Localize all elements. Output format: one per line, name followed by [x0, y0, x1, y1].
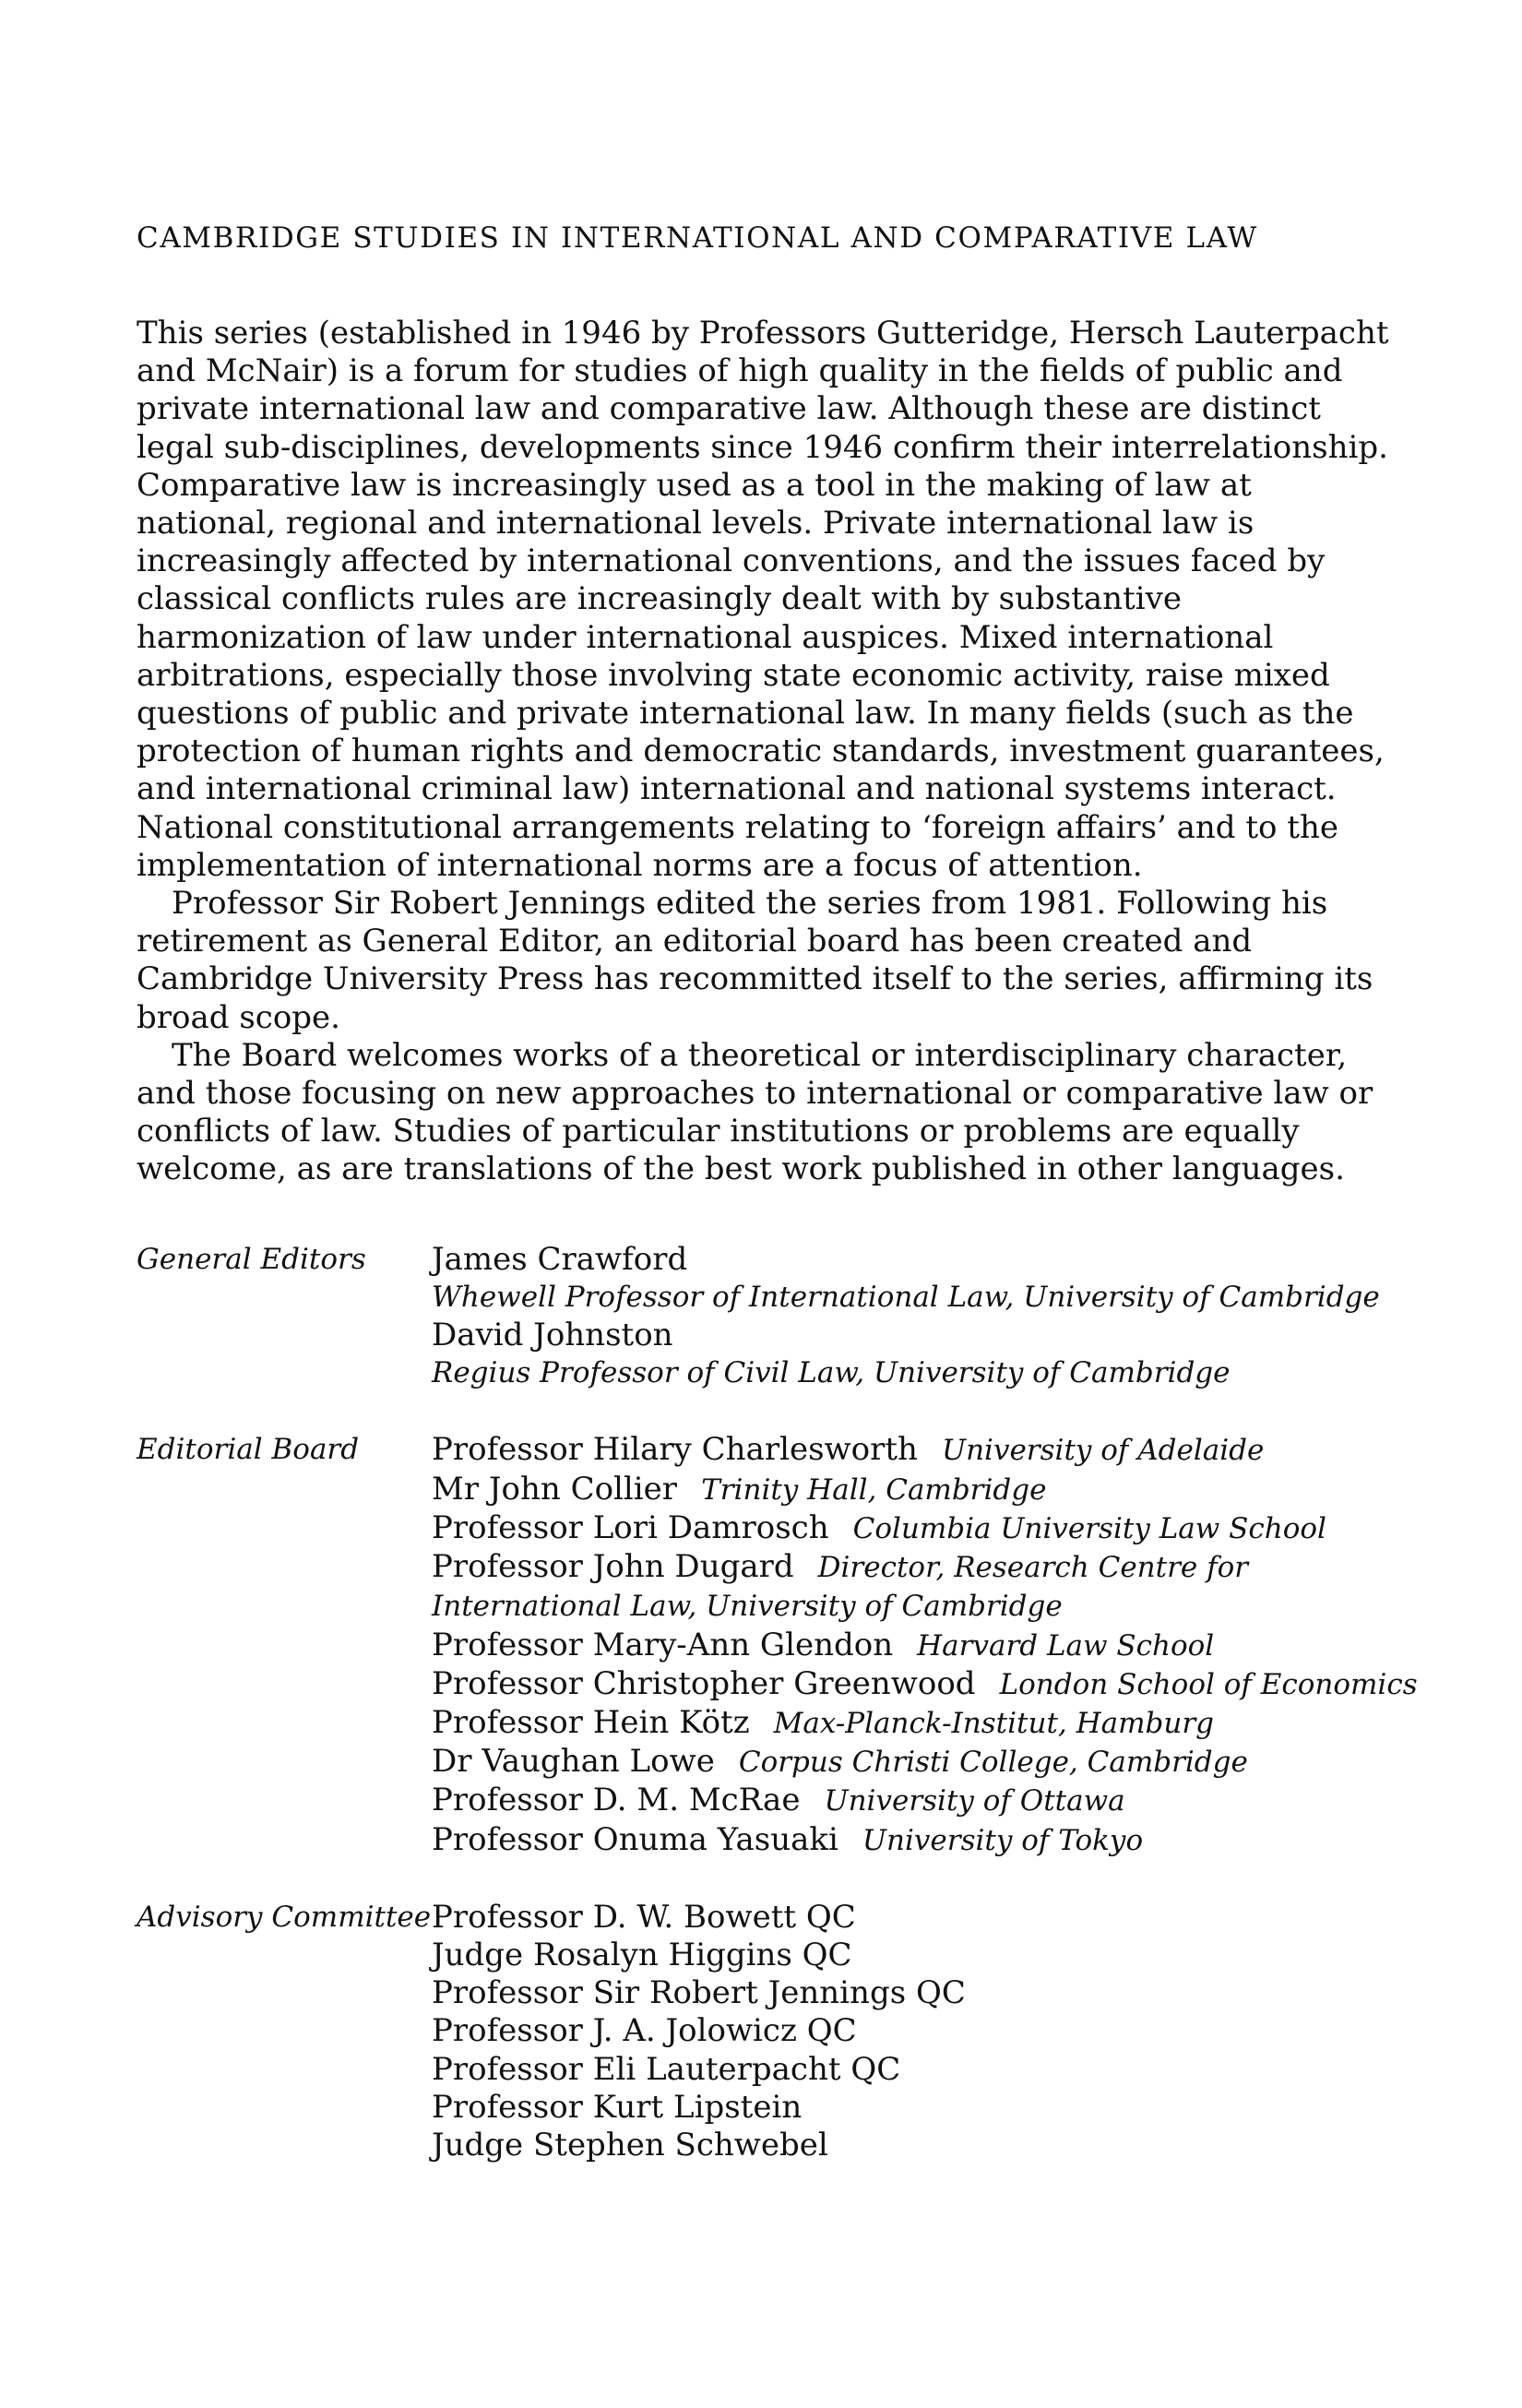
editorial-board-section	[137, 1431, 1418, 1859]
board-member	[432, 1548, 1391, 1587]
general-editors-label: General Editors	[137, 1242, 366, 1276]
board-member-affiliation: Trinity Hall, Cambridge	[701, 1472, 1047, 1507]
series-description	[137, 315, 1391, 1189]
editor-name: David Johnston	[432, 1317, 673, 1354]
board-member-affiliation: Max-Planck-Institut, Hamburg	[773, 1706, 1215, 1740]
board-member-name: Professor Christopher Greenwood	[432, 1664, 976, 1702]
editor-title: Whewell Professor of International Law, University of Cambridge	[432, 1280, 1380, 1314]
advisory-member: Professor Sir Robert Jennings QC	[432, 1974, 966, 2012]
advisory-member: Judge Stephen Schwebel	[432, 2126, 828, 2164]
board-member	[432, 1627, 1391, 1665]
board-member	[432, 1821, 1391, 1860]
board-member	[432, 1587, 1391, 1626]
board-member	[432, 1704, 1391, 1743]
board-member-name: Dr Vaughan Lowe	[432, 1743, 715, 1781]
advisory-member: Professor D. W. Bowett QC	[432, 1898, 856, 1936]
board-member-affiliation: Harvard Law School	[917, 1628, 1215, 1663]
advisory-member: Professor Eli Lauterpacht QC	[432, 2050, 901, 2088]
board-member-affiliation: International Law, University of Cambridge	[432, 1590, 1063, 1624]
editorial-board-label: Editorial Board	[137, 1433, 360, 1467]
editorial-board-list	[432, 1431, 1418, 1859]
board-member-affiliation: Columbia University Law School	[852, 1511, 1326, 1545]
board-member	[432, 1471, 1391, 1509]
advisory-committee-list	[432, 1899, 1391, 2164]
general-editors-section	[137, 1241, 1391, 1393]
advisory-committee-section	[137, 1899, 1391, 2164]
board-member-affiliation: Director, Research Centre for	[817, 1551, 1249, 1585]
board-member-name: Professor Hilary Charlesworth	[432, 1431, 918, 1469]
board-member-name: Professor Lori Damrosch	[432, 1508, 829, 1546]
editor-name: James Crawford	[432, 1240, 688, 1278]
board-member-name: Mr John Collier	[432, 1470, 678, 1508]
advisory-member: Judge Rosalyn Higgins QC	[432, 1936, 852, 1973]
board-member	[432, 1664, 1418, 1704]
board-member	[432, 1743, 1391, 1782]
board-member	[432, 1509, 1391, 1548]
series-title: CAMBRIDGE STUDIES IN INTERNATIONAL AND COMPARATIVE LAW	[137, 221, 1258, 255]
board-member-name: Professor John Dugard	[432, 1548, 794, 1586]
board-member-affiliation: University of Ottawa	[824, 1784, 1125, 1818]
board-member-name: Professor Onuma Yasuaki	[432, 1820, 838, 1858]
advisory-member: Professor J. A. Jolowicz QC	[432, 2012, 857, 2050]
series-page	[137, 220, 1418, 2164]
board-member-name: Professor D. M. McRae	[432, 1782, 801, 1819]
paragraph-history: Professor Sir Robert Jennings edited the series from 1981. Following his retirement as General Editor, an editorial board has been created and Cambridge University Press has recommitted itself to the series, affirming its broad scope.	[137, 885, 1373, 1036]
board-member	[432, 1782, 1391, 1820]
board-member-affiliation: Corpus Christi College, Cambridge	[738, 1746, 1248, 1780]
editor-title: Regius Professor of Civil Law, University of Cambridge	[432, 1356, 1231, 1390]
board-member-affiliation: University of Adelaide	[941, 1434, 1265, 1468]
board-member-affiliation: University of Tokyo	[862, 1823, 1144, 1857]
board-member	[432, 1431, 1391, 1470]
advisory-committee-label: Advisory Committee	[137, 1900, 432, 1934]
board-member-affiliation: London School of Economics	[999, 1667, 1418, 1701]
board-member-name: Professor Hein Kötz	[432, 1703, 750, 1741]
board-member-name: Professor Mary-Ann Glendon	[432, 1626, 894, 1663]
general-editors-list	[432, 1241, 1391, 1393]
paragraph-board-welcome: The Board welcomes works of a theoretical or interdisciplinary character, and those focusing on new approaches to international or comparative law or conflicts of law. Studies of particular institutions or problems are equally welcome, as are translations of the best work published in other languages.	[137, 1036, 1373, 1188]
paragraph-intro: This series (established in 1946 by Professors Gutteridge, Hersch Lauterpacht and McNair) is a forum for studies of high quality in the fields of public and private international law and comparative law. Although these are distinct legal sub-disciplines, developments since 1946 confirm their interrelationship. Comparative law is increasingly used as a tool in the making of law at national, regional and international levels. Private international law is increasingly affected by international conventions, and the issues faced by classical conflicts rules are increasingly dealt with by substantive harmonization of law under international auspices. Mixed international arbitrations, especially those involving state economic activity, raise mixed questions of public and private international law. In many fields (such as the protection of human rights and democratic standards, investment guarantees, and international criminal law) international and national systems interact. National constitutional arrangements relating to ‘foreign affairs’ and to the implementation of international norms are a focus of attention.	[137, 315, 1389, 884]
advisory-member: Professor Kurt Lipstein	[432, 2088, 803, 2126]
